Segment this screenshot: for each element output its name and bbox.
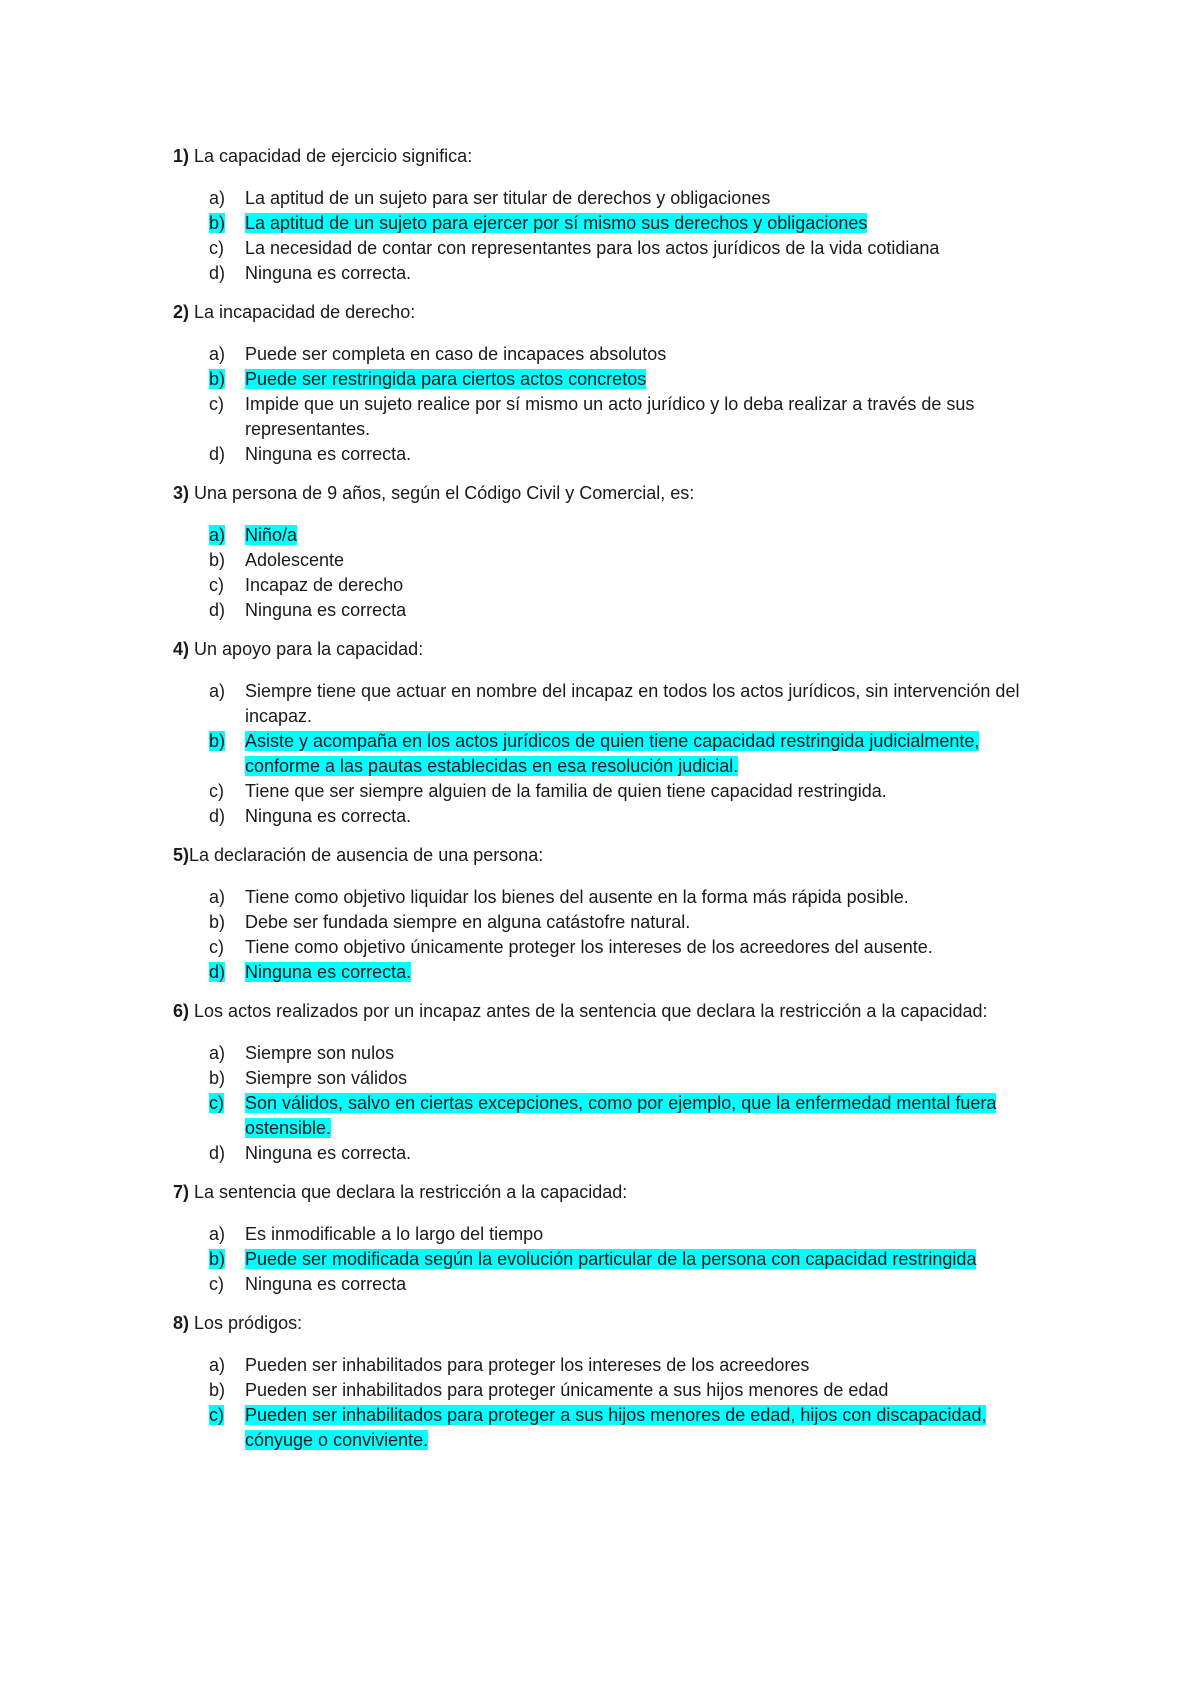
- option-text-block: [245, 1247, 1033, 1272]
- answer-option-highlighted: [173, 367, 1033, 392]
- question-text: La incapacidad de derecho:: [194, 302, 416, 322]
- option-text-block: [245, 392, 1033, 442]
- answer-option: [173, 679, 1033, 729]
- answer-option: [173, 885, 1033, 910]
- answer-option: [173, 573, 1033, 598]
- answer-option: [173, 1141, 1033, 1166]
- answer-option-highlighted: [173, 1403, 1033, 1453]
- option-text: Ninguna es correcta.: [245, 444, 412, 464]
- question-7: [173, 1180, 1033, 1297]
- option-text-block: [245, 960, 1033, 985]
- question-text: Una persona de 9 años, según el Código Civil y Comercial, es:: [194, 483, 695, 503]
- option-text: Ninguna es correcta.: [245, 1143, 412, 1163]
- option-text-block: [245, 729, 1033, 779]
- option-text-block: [245, 236, 1033, 261]
- option-letter: [173, 1222, 245, 1247]
- option-text: Adolescente: [245, 550, 345, 570]
- question-number: 8): [173, 1313, 190, 1333]
- answer-option: [173, 1222, 1033, 1247]
- option-letter: [173, 1272, 245, 1297]
- option-text: Asiste y acompaña en los actos jurídicos de quien tiene capacidad restringida judicialmente, conforme a las pautas establecidas en esa resolución judicial.: [245, 731, 980, 776]
- option-letter: [173, 1403, 245, 1453]
- option-text-block: [245, 910, 1033, 935]
- option-letter-label: b): [209, 912, 226, 932]
- option-letter: [173, 1066, 245, 1091]
- option-letter: [173, 211, 245, 236]
- option-letter: [173, 779, 245, 804]
- option-letter: [173, 960, 245, 985]
- option-text: Ninguna es correcta: [245, 1274, 407, 1294]
- answer-options: [173, 1222, 1033, 1297]
- option-letter-label: c): [209, 1274, 224, 1294]
- option-letter-label: b): [209, 731, 226, 751]
- option-letter: [173, 442, 245, 467]
- option-text: Incapaz de derecho: [245, 575, 404, 595]
- option-letter: [173, 910, 245, 935]
- option-text: Ninguna es correcta.: [245, 263, 412, 283]
- option-letter: [173, 1091, 245, 1141]
- question-text: Los pródigos:: [194, 1313, 303, 1333]
- question-number: 2): [173, 302, 190, 322]
- option-letter-label: c): [209, 781, 224, 801]
- option-text-block: [245, 1378, 1033, 1403]
- option-text-block: [245, 1353, 1033, 1378]
- option-text-block: [245, 367, 1033, 392]
- option-letter-label: b): [209, 369, 226, 389]
- option-letter-label: d): [209, 263, 226, 283]
- option-text: Tiene como objetivo liquidar los bienes del ausente en la forma más rápida posible.: [245, 887, 909, 907]
- option-letter-label: a): [209, 344, 226, 364]
- option-text: Pueden ser inhabilitados para proteger los intereses de los acreedores: [245, 1355, 810, 1375]
- option-text-block: [245, 1141, 1033, 1166]
- option-text-block: [245, 598, 1033, 623]
- question-3: [173, 481, 1033, 623]
- option-letter: [173, 1141, 245, 1166]
- option-text-block: [245, 261, 1033, 286]
- answer-option: [173, 236, 1033, 261]
- option-letter: [173, 392, 245, 442]
- option-text: Pueden ser inhabilitados para proteger a sus hijos menores de edad, hijos con discapacidad, cónyuge o conviviente.: [245, 1405, 987, 1450]
- question-prompt: [173, 999, 1033, 1024]
- question-text: Un apoyo para la capacidad:: [194, 639, 424, 659]
- option-letter-label: a): [209, 681, 226, 701]
- answer-options: [173, 523, 1033, 623]
- option-letter: [173, 261, 245, 286]
- answer-options: [173, 342, 1033, 467]
- option-letter-label: a): [209, 887, 226, 907]
- answer-options: [173, 679, 1033, 829]
- option-text-block: [245, 1066, 1033, 1091]
- answer-options: [173, 186, 1033, 286]
- option-text: Pueden ser inhabilitados para proteger únicamente a sus hijos menores de edad: [245, 1380, 889, 1400]
- question-list: [173, 144, 1033, 1467]
- option-text-block: [245, 523, 1033, 548]
- option-text: Es inmodificable a lo largo del tiempo: [245, 1224, 544, 1244]
- answer-option: [173, 1353, 1033, 1378]
- option-letter-label: a): [209, 188, 226, 208]
- answer-option: [173, 1041, 1033, 1066]
- option-text: Puede ser completa en caso de incapaces absolutos: [245, 344, 667, 364]
- answer-option: [173, 935, 1033, 960]
- option-letter: [173, 1041, 245, 1066]
- option-letter: [173, 342, 245, 367]
- question-text: Los actos realizados por un incapaz antes de la sentencia que declara la restricción a la capacidad:: [194, 1001, 988, 1021]
- option-letter-label: b): [209, 1380, 226, 1400]
- option-text: Siempre tiene que actuar en nombre del incapaz en todos los actos jurídicos, sin intervención del incapaz.: [245, 681, 1020, 726]
- question-number: 1): [173, 146, 190, 166]
- option-text-block: [245, 804, 1033, 829]
- question-4: [173, 637, 1033, 829]
- option-letter: [173, 804, 245, 829]
- option-text: Siempre son nulos: [245, 1043, 395, 1063]
- question-prompt: [173, 1311, 1033, 1336]
- answer-option: [173, 1378, 1033, 1403]
- option-letter-label: b): [209, 1068, 226, 1088]
- option-letter-label: d): [209, 444, 226, 464]
- option-text: Son válidos, salvo en ciertas excepciones, como por ejemplo, que la enfermedad mental fuera ostensible.: [245, 1093, 997, 1138]
- answer-option: [173, 598, 1033, 623]
- question-prompt: [173, 481, 1033, 506]
- answer-option: [173, 1066, 1033, 1091]
- answer-option: [173, 392, 1033, 442]
- option-text-block: [245, 442, 1033, 467]
- answer-option: [173, 779, 1033, 804]
- question-6: [173, 999, 1033, 1166]
- question-text: La declaración de ausencia de una persona:: [189, 845, 544, 865]
- answer-option-highlighted: [173, 1091, 1033, 1141]
- option-text: Debe ser fundada siempre en alguna catástofre natural.: [245, 912, 691, 932]
- option-text-block: [245, 779, 1033, 804]
- option-letter: [173, 236, 245, 261]
- option-letter-label: b): [209, 550, 226, 570]
- question-text: La capacidad de ejercicio significa:: [194, 146, 473, 166]
- option-text: Siempre son válidos: [245, 1068, 408, 1088]
- option-text: Tiene que ser siempre alguien de la familia de quien tiene capacidad restringida.: [245, 781, 887, 801]
- option-text-block: [245, 186, 1033, 211]
- question-prompt: [173, 843, 1033, 868]
- option-text-block: [245, 935, 1033, 960]
- question-prompt: [173, 300, 1033, 325]
- option-letter: [173, 1247, 245, 1272]
- answer-options: [173, 885, 1033, 985]
- question-prompt: [173, 1180, 1033, 1205]
- option-letter-label: c): [209, 1405, 224, 1425]
- option-text: Puede ser modificada según la evolución particular de la persona con capacidad restringida: [245, 1249, 977, 1269]
- option-letter-label: c): [209, 575, 224, 595]
- option-letter: [173, 679, 245, 729]
- option-text-block: [245, 573, 1033, 598]
- question-number: 3): [173, 483, 190, 503]
- answer-options: [173, 1041, 1033, 1166]
- option-text: Tiene como objetivo únicamente proteger los intereses de los acreedores del ausente.: [245, 937, 933, 957]
- answer-option-highlighted: [173, 960, 1033, 985]
- option-text-block: [245, 1091, 1033, 1141]
- question-8: [173, 1311, 1033, 1453]
- answer-option: [173, 342, 1033, 367]
- answer-option-highlighted: [173, 523, 1033, 548]
- option-text-block: [245, 1403, 1033, 1453]
- option-text-block: [245, 1222, 1033, 1247]
- question-prompt: [173, 144, 1033, 169]
- option-letter-label: d): [209, 806, 226, 826]
- option-text: Puede ser restringida para ciertos actos concretos: [245, 369, 647, 389]
- option-text: Ninguna es correcta.: [245, 806, 412, 826]
- answer-option: [173, 442, 1033, 467]
- answer-option-highlighted: [173, 211, 1033, 236]
- question-number: 5): [173, 845, 190, 865]
- option-letter: [173, 885, 245, 910]
- option-letter: [173, 729, 245, 779]
- question-5: [173, 843, 1033, 985]
- answer-option-highlighted: [173, 729, 1033, 779]
- option-letter-label: a): [209, 1355, 226, 1375]
- question-2: [173, 300, 1033, 467]
- answer-option: [173, 186, 1033, 211]
- answer-option: [173, 1272, 1033, 1297]
- option-letter-label: c): [209, 394, 224, 414]
- option-letter: [173, 1378, 245, 1403]
- option-text-block: [245, 342, 1033, 367]
- option-letter-label: c): [209, 238, 224, 258]
- option-letter-label: a): [209, 1224, 226, 1244]
- answer-option: [173, 804, 1033, 829]
- question-number: 7): [173, 1182, 190, 1202]
- option-text-block: [245, 679, 1033, 729]
- question-prompt: [173, 637, 1033, 662]
- question-text: La sentencia que declara la restricción a la capacidad:: [194, 1182, 628, 1202]
- option-letter-label: b): [209, 1249, 226, 1269]
- option-letter-label: c): [209, 937, 224, 957]
- answer-option: [173, 261, 1033, 286]
- question-1: [173, 144, 1033, 286]
- option-text: La aptitud de un sujeto para ejercer por sí mismo sus derechos y obligaciones: [245, 213, 868, 233]
- option-text: Ninguna es correcta.: [245, 962, 412, 982]
- option-text: Niño/a: [245, 525, 298, 545]
- answer-option: [173, 548, 1033, 573]
- answer-options: [173, 1353, 1033, 1453]
- option-text-block: [245, 211, 1033, 236]
- option-letter: [173, 598, 245, 623]
- option-letter: [173, 523, 245, 548]
- option-letter-label: a): [209, 1043, 226, 1063]
- option-text-block: [245, 1041, 1033, 1066]
- option-letter: [173, 573, 245, 598]
- answer-option-highlighted: [173, 1247, 1033, 1272]
- option-letter: [173, 935, 245, 960]
- option-letter-label: c): [209, 1093, 224, 1113]
- option-letter-label: d): [209, 1143, 226, 1163]
- option-text: Impide que un sujeto realice por sí mismo un acto jurídico y lo deba realizar a través de sus representantes.: [245, 394, 975, 439]
- option-text: La necesidad de contar con representantes para los actos jurídicos de la vida cotidiana: [245, 238, 940, 258]
- question-number: 4): [173, 639, 190, 659]
- option-letter-label: b): [209, 213, 226, 233]
- option-text-block: [245, 548, 1033, 573]
- option-letter-label: d): [209, 962, 226, 982]
- option-text: La aptitud de un sujeto para ser titular de derechos y obligaciones: [245, 188, 771, 208]
- option-letter-label: d): [209, 600, 226, 620]
- option-text-block: [245, 885, 1033, 910]
- option-letter: [173, 186, 245, 211]
- answer-option: [173, 910, 1033, 935]
- option-letter: [173, 1353, 245, 1378]
- option-letter: [173, 367, 245, 392]
- question-number: 6): [173, 1001, 190, 1021]
- option-letter: [173, 548, 245, 573]
- option-text-block: [245, 1272, 1033, 1297]
- option-letter-label: a): [209, 525, 226, 545]
- option-text: Ninguna es correcta: [245, 600, 407, 620]
